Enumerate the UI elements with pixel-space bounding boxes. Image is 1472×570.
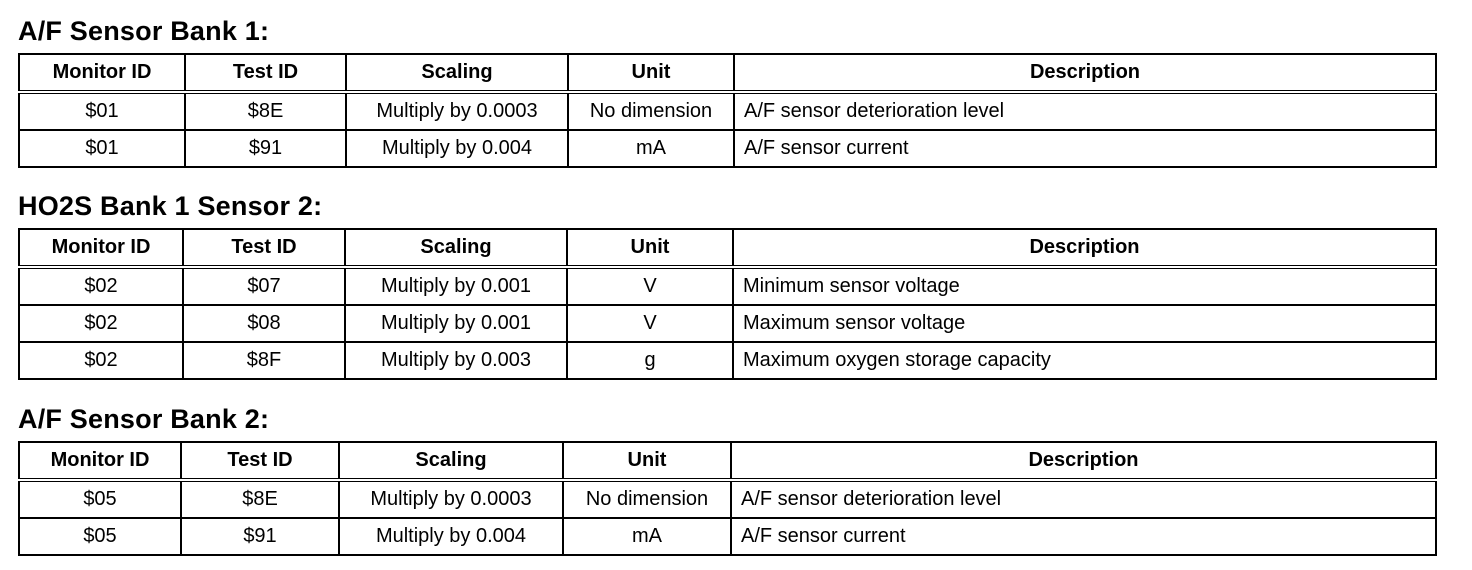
header-test-id: Test ID (181, 442, 339, 480)
cell-scaling: Multiply by 0.001 (345, 305, 567, 342)
section-title: A/F Sensor Bank 1: (18, 16, 270, 46)
cell-test-id: $08 (183, 305, 345, 342)
cell-unit: No dimension (568, 92, 734, 130)
header-description: Description (734, 54, 1436, 92)
cell-monitor-id: $02 (19, 267, 183, 305)
table-row (19, 518, 1436, 555)
cell-scaling: Multiply by 0.004 (339, 518, 563, 555)
cell-description: Maximum oxygen storage capacity (733, 342, 1436, 379)
header-unit: Unit (568, 54, 734, 92)
cell-scaling: Multiply by 0.003 (345, 342, 567, 379)
header-description: Description (731, 442, 1436, 480)
cell-test-id: $8E (185, 92, 346, 130)
cell-monitor-id: $05 (19, 480, 181, 518)
cell-test-id: $91 (181, 518, 339, 555)
section-af-sensor-bank-1 (18, 16, 1437, 168)
cell-scaling: Multiply by 0.0003 (346, 92, 568, 130)
cell-test-id: $8F (183, 342, 345, 379)
monitor-table (18, 441, 1437, 556)
cell-monitor-id: $02 (19, 342, 183, 379)
cell-description: A/F sensor deterioration level (731, 480, 1436, 518)
section-af-sensor-bank-2 (18, 404, 1437, 556)
cell-monitor-id: $01 (19, 92, 185, 130)
header-description: Description (733, 229, 1436, 267)
cell-unit: V (567, 305, 733, 342)
table-row (19, 480, 1436, 518)
cell-description: A/F sensor current (731, 518, 1436, 555)
table-row (19, 342, 1436, 379)
header-monitor-id: Monitor ID (19, 442, 181, 480)
cell-unit: No dimension (563, 480, 731, 518)
table-row (19, 305, 1436, 342)
cell-scaling: Multiply by 0.004 (346, 130, 568, 167)
header-unit: Unit (567, 229, 733, 267)
header-test-id: Test ID (183, 229, 345, 267)
header-test-id: Test ID (185, 54, 346, 92)
monitor-table (18, 53, 1437, 168)
cell-scaling: Multiply by 0.001 (345, 267, 567, 305)
cell-description: A/F sensor current (734, 130, 1436, 167)
cell-test-id: $91 (185, 130, 346, 167)
monitor-table (18, 228, 1437, 380)
table-row (19, 130, 1436, 167)
table-row (19, 267, 1436, 305)
cell-unit: mA (568, 130, 734, 167)
section-title: A/F Sensor Bank 2: (18, 404, 270, 434)
section-title: HO2S Bank 1 Sensor 2: (18, 191, 323, 221)
cell-test-id: $07 (183, 267, 345, 305)
header-row (19, 54, 1436, 92)
cell-description: A/F sensor deterioration level (734, 92, 1436, 130)
header-row (19, 229, 1436, 267)
header-scaling: Scaling (339, 442, 563, 480)
header-unit: Unit (563, 442, 731, 480)
header-scaling: Scaling (345, 229, 567, 267)
cell-monitor-id: $02 (19, 305, 183, 342)
table-row (19, 92, 1436, 130)
cell-unit: g (567, 342, 733, 379)
cell-unit: V (567, 267, 733, 305)
cell-test-id: $8E (181, 480, 339, 518)
header-row (19, 442, 1436, 480)
header-scaling: Scaling (346, 54, 568, 92)
section-ho2s-bank-1-sensor-2 (18, 191, 1437, 380)
cell-unit: mA (563, 518, 731, 555)
cell-monitor-id: $05 (19, 518, 181, 555)
header-monitor-id: Monitor ID (19, 229, 183, 267)
cell-scaling: Multiply by 0.0003 (339, 480, 563, 518)
cell-description: Maximum sensor voltage (733, 305, 1436, 342)
cell-monitor-id: $01 (19, 130, 185, 167)
cell-description: Minimum sensor voltage (733, 267, 1436, 305)
header-monitor-id: Monitor ID (19, 54, 185, 92)
